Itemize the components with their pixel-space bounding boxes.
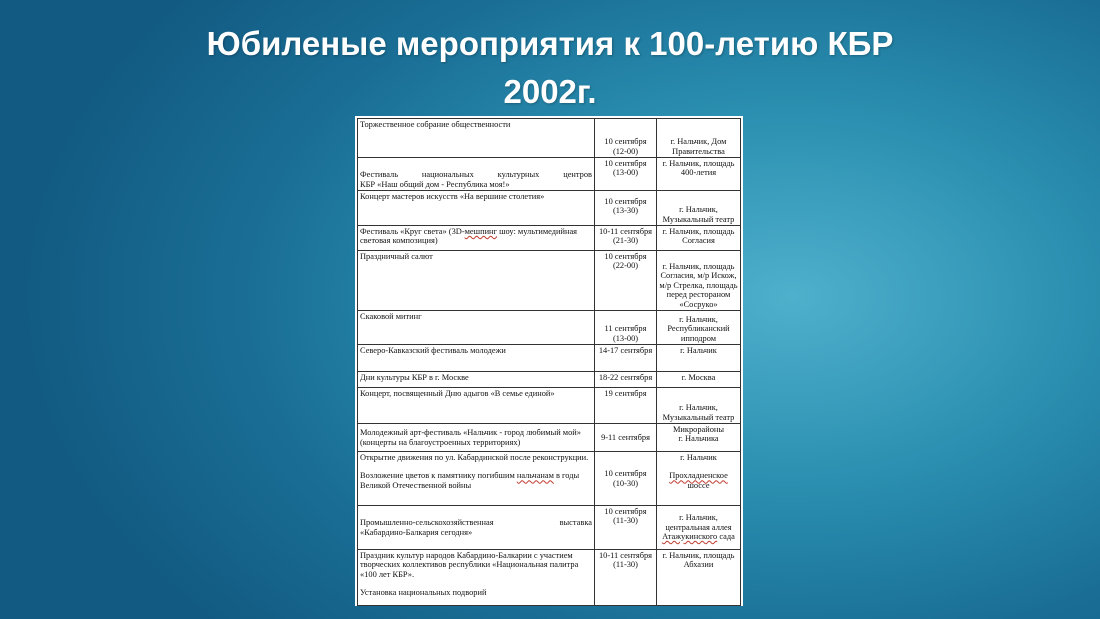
event-text: Фестиваль национальных культурных центров bbox=[360, 170, 592, 180]
table-row bbox=[358, 158, 741, 191]
event-cell bbox=[358, 506, 595, 550]
time-text: (10-30) bbox=[612, 478, 639, 488]
date-cell: 19 сентября bbox=[595, 388, 657, 424]
place-text: г. Нальчик bbox=[680, 453, 717, 462]
time-text: (13-00) bbox=[612, 168, 639, 178]
place-cell bbox=[657, 158, 741, 191]
place-cell bbox=[657, 191, 741, 226]
event-text: Промышленно-сельскохозяйственная выставка bbox=[360, 518, 592, 528]
event-text: КБР «Наш общий дом - Республика моя!» bbox=[360, 179, 510, 189]
place-text: г. Нальчика bbox=[678, 434, 719, 444]
event-cell bbox=[358, 550, 595, 606]
table-row bbox=[358, 550, 741, 606]
place-cell bbox=[657, 506, 741, 550]
place-cell bbox=[657, 226, 741, 251]
event-text: Праздник культур народов Кабардино-Балкарии с участием творческих коллективов республики «Национальная палитра «100 лет КБР». bbox=[360, 551, 579, 579]
place-cell: г. Нальчик, Республиканский ипподром bbox=[657, 311, 741, 345]
event-text: «Кабардино-Балкария сегодня» bbox=[360, 527, 473, 537]
place-text: г. Нальчик, площадь bbox=[662, 551, 735, 560]
place-text: г. Нальчик, площадь bbox=[662, 159, 735, 168]
table-row bbox=[358, 311, 741, 345]
date-cell bbox=[595, 119, 657, 158]
event-cell: Торжественное собрание общественности bbox=[358, 119, 595, 158]
place-text: сада bbox=[717, 532, 735, 542]
event-text: шоу: мультимедийная световая композиция) bbox=[360, 227, 578, 246]
place-text: 400-летия bbox=[680, 168, 717, 178]
date-cell bbox=[595, 506, 657, 550]
date-text: 10 сентября bbox=[604, 507, 647, 516]
place-cell: г. Нальчик, площадь Согласия, м/р Искож, м/р Стрелка, площадь перед рестораном «Сосруко» bbox=[657, 251, 741, 311]
place-text: Правительства bbox=[672, 146, 725, 156]
time-text: (21-30) bbox=[612, 236, 639, 246]
events-table bbox=[357, 118, 741, 606]
place-text: Микрорайоны bbox=[672, 425, 725, 434]
time-text: (11-30) bbox=[613, 560, 638, 570]
place-text: Музыкальный театр bbox=[662, 214, 735, 224]
event-cell: Молодежный арт-фестиваль «Нальчик - город любимый мой» (концерты на благоустроенных территориях) bbox=[358, 424, 595, 452]
date-cell bbox=[595, 550, 657, 606]
date-text: 10 сентября bbox=[604, 159, 647, 168]
event-text: Открытие движения по ул. Кабардинской после реконструкции. bbox=[360, 453, 589, 462]
date-text: 10 сентября bbox=[604, 197, 647, 206]
event-text: Фестиваль «Круг света» (3D- bbox=[360, 227, 465, 236]
event-text: мешпинг bbox=[464, 227, 497, 236]
date-cell bbox=[595, 158, 657, 191]
time-text: (13-00) bbox=[612, 333, 639, 343]
events-document bbox=[355, 116, 743, 606]
table-row bbox=[358, 251, 741, 311]
place-text: г. Нальчик, bbox=[679, 205, 718, 215]
event-cell: Северо-Кавказский фестиваль молодежи bbox=[358, 345, 595, 372]
event-cell bbox=[358, 158, 595, 191]
date-text: 11 сентября bbox=[604, 324, 647, 334]
place-text: шоссе bbox=[687, 480, 710, 490]
event-text: в годы Великой Отечественной войны bbox=[360, 471, 580, 490]
date-text: 10 сентября bbox=[604, 137, 647, 147]
date-cell: 18-22 сентября bbox=[595, 372, 657, 388]
event-text: Установка национальных подворий bbox=[360, 588, 487, 598]
place-cell bbox=[657, 424, 741, 452]
place-text: Абхазии bbox=[683, 560, 714, 570]
slide-year: 2002г. bbox=[503, 73, 597, 110]
table-row bbox=[358, 191, 741, 226]
place-text: г. Нальчик, bbox=[679, 513, 718, 523]
event-text: Возложение цветов к памятнику погибшим bbox=[360, 471, 517, 481]
date-cell bbox=[595, 251, 657, 311]
place-text: Прохладненское bbox=[669, 471, 728, 481]
date-text: 10 сентября bbox=[604, 469, 647, 479]
place-text: центральная аллея bbox=[665, 522, 732, 532]
date-cell: 9-11 сентября bbox=[595, 424, 657, 452]
table-row bbox=[358, 452, 741, 506]
date-cell bbox=[595, 452, 657, 506]
place-text: Музыкальный театр bbox=[662, 412, 735, 422]
table-row bbox=[358, 424, 741, 452]
date-cell bbox=[595, 226, 657, 251]
event-cell bbox=[358, 452, 595, 506]
place-cell: г. Москва bbox=[657, 372, 741, 388]
event-cell bbox=[358, 226, 595, 251]
event-cell: Концерт, посвященный Дню адыгов «В семье единой» bbox=[358, 388, 595, 424]
table-row bbox=[358, 506, 741, 550]
date-cell bbox=[595, 311, 657, 345]
slide-title: Юбиленые мероприятия к 100-летию КБР bbox=[206, 25, 894, 62]
place-cell bbox=[657, 388, 741, 424]
time-text: (12-00) bbox=[612, 146, 639, 156]
table-row bbox=[358, 388, 741, 424]
place-text: Атажукинского bbox=[662, 532, 718, 542]
place-text: Согласия bbox=[682, 236, 715, 246]
time-text: (22-00) bbox=[612, 261, 639, 271]
table-row bbox=[358, 226, 741, 251]
table-row bbox=[358, 345, 741, 372]
place-cell bbox=[657, 119, 741, 158]
time-text: (11-30) bbox=[613, 516, 638, 526]
date-cell: 14-17 сентября bbox=[595, 345, 657, 372]
place-text: г. Нальчик, площадь bbox=[662, 227, 735, 236]
event-cell: Праздничный салют bbox=[358, 251, 595, 311]
place-text: г. Нальчик, bbox=[679, 403, 718, 413]
date-cell bbox=[595, 191, 657, 226]
table-row bbox=[358, 119, 741, 158]
event-cell: Дни культуры КБР в г. Москве bbox=[358, 372, 595, 388]
place-cell bbox=[657, 550, 741, 606]
event-cell: Скаковой митинг bbox=[358, 311, 595, 345]
event-text: нальчанам bbox=[516, 471, 554, 481]
table-row bbox=[358, 372, 741, 388]
date-text: 10-11 сентября bbox=[598, 551, 653, 560]
event-cell: Концерт мастеров искусств «На вершине столетия» bbox=[358, 191, 595, 226]
time-text: (13-30) bbox=[612, 206, 639, 216]
place-cell bbox=[657, 452, 741, 506]
place-text: г. Нальчик, Дом bbox=[670, 137, 727, 147]
place-cell: г. Нальчик bbox=[657, 345, 741, 372]
date-text: 10-11 сентября bbox=[598, 227, 653, 236]
date-text: 10 сентября bbox=[604, 252, 647, 261]
